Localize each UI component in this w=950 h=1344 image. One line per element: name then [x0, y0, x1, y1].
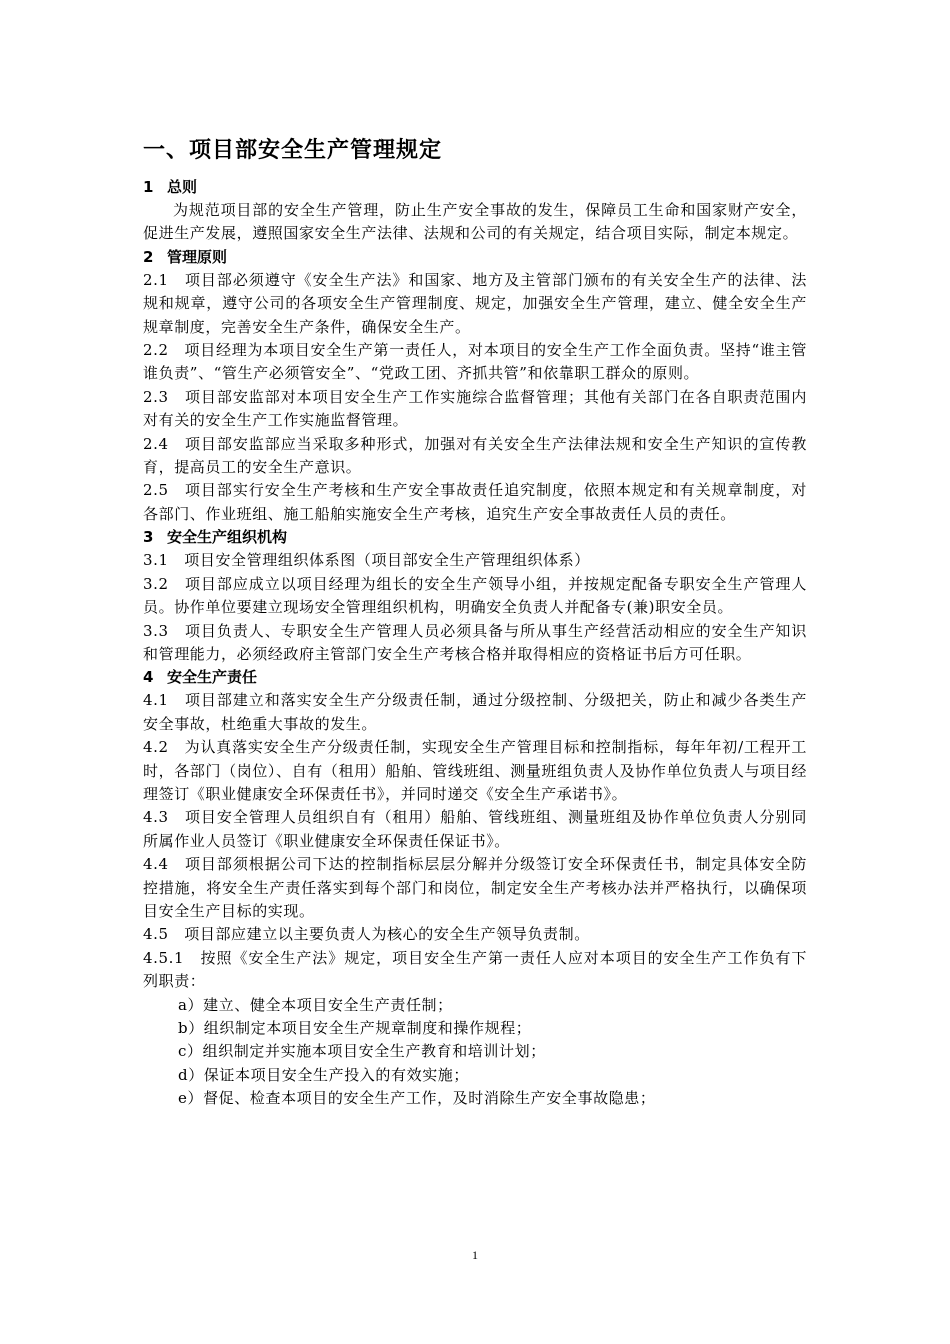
- list-item: b）组织制定本项目安全生产规章制度和操作规程；: [178, 1019, 532, 1037]
- paragraph: 4.5.1 按照《安全生产法》规定，项目安全生产第一责任人应对本项目的安全生产工作负有下列职责：: [143, 948, 807, 991]
- section-heading-3: [143, 526, 807, 549]
- paragraph: 4.5 项目部应建立以主要负责人为核心的安全生产领导负责制。: [143, 925, 590, 944]
- paragraph: 3.2 项目部应成立以项目经理为组长的安全生产领导小组，并按规定配备专职安全生产管理人员。协作单位要建立现场安全管理组织机构，明确安全负责人并配备专(兼)职安全员。: [143, 574, 807, 617]
- page-number: 1: [472, 1248, 478, 1262]
- section-title: 安全生产组织机构: [167, 528, 288, 547]
- document-body: [143, 136, 807, 1111]
- list-item: d）保证本项目安全生产投入的有效实施；: [178, 1065, 470, 1084]
- paragraph: 2.4 项目部安监部应当采取多种形式，加强对有关安全生产法律法规和安全生产知识的宣传教育，提高员工的安全生产意识。: [143, 434, 807, 477]
- paragraph: 2.2 项目经理为本项目安全生产第一责任人，对本项目的安全生产工作全面负责。坚持“谁主管谁负责”、“管生产必须管安全”、“党政工团、齐抓共管”和依靠职工群众的原则。: [143, 341, 807, 383]
- paragraph: 为规范项目部的安全生产管理，防止生产安全事故的发生，保障员工生命和国家财产安全，促进生产发展，遵照国家安全生产法律、法规和公司的有关规定，结合项目实际，制定本规定。: [143, 201, 807, 243]
- paragraph: 4.4 项目部须根据公司下达的控制指标层层分解并分级签订安全环保责任书，制定具体安全防控措施，将安全生产责任落实到每个部门和岗位，制定安全生产考核办法并严格执行，以确保项目安全生产目标的实现。: [143, 855, 807, 920]
- paragraph: 2.5 项目部实行安全生产考核和生产安全事故责任追究制度，依照本规定和有关规章制度，对各部门、作业班组、施工船舶实施安全生产考核，追究生产安全事故责任人员的责任。: [143, 481, 807, 523]
- section-heading-4: [143, 666, 807, 689]
- section-title: 总则: [167, 178, 198, 196]
- paragraph: 4.1 项目部建立和落实安全生产分级责任制，通过分级控制、分级把关，防止和减少各类生产安全事故，杜绝重大事故的发生。: [143, 691, 807, 733]
- section-heading-2: [143, 246, 807, 269]
- section-number: 3: [143, 528, 154, 547]
- paragraph: 3.1 项目安全管理组织体系图（项目部安全生产管理组织体系）: [143, 551, 590, 570]
- section-number: 4: [143, 668, 154, 687]
- list-item: a）建立、健全本项目安全生产责任制；: [178, 995, 453, 1014]
- paragraph: 4.2 为认真落实安全生产分级责任制，实现安全生产管理目标和控制指标，每年年初/工程开工时，各部门（岗位）、自有（租用）船舶、管线班组、测量班组负责人及协作单位负责人与项目经理签订《职业健康安全环保责任书》，并同时递交《安全生产承诺书》。: [143, 738, 807, 803]
- section-heading-1: [143, 176, 807, 199]
- list-item: e）督促、检查本项目的安全生产工作，及时消除生产安全事故隐患；: [178, 1089, 656, 1108]
- section-number: 1: [143, 178, 154, 196]
- paragraph: 2.3 项目部安监部对本项目安全生产工作实施综合监督管理；其他有关部门在各自职责范围内对有关的安全生产工作实施监督管理。: [143, 387, 807, 430]
- page-title: 一、项目部安全生产管理规定: [143, 138, 443, 163]
- section-title: 安全生产责任: [167, 668, 258, 687]
- section-title: 管理原则: [167, 247, 228, 266]
- paragraph: 3.3 项目负责人、专职安全生产管理人员必须具备与所从事生产经营活动相应的安全生产知识和管理能力，必须经政府主管部门安全生产考核合格并取得相应的资格证书后方可任职。: [143, 621, 807, 663]
- section-number: 2: [143, 247, 154, 266]
- list-item: c）组织制定并实施本项目安全生产教育和培训计划；: [178, 1042, 546, 1061]
- paragraph: 4.3 项目安全管理人员组织自有（租用）船舶、管线班组、测量班组及协作单位负责人分别同所属作业人员签订《职业健康安全环保责任保证书》。: [143, 808, 807, 850]
- paragraph: 2.1 项目部必须遵守《安全生产法》和国家、地方及主管部门颁布的有关安全生产的法律、法规和规章，遵守公司的各项安全生产管理制度、规定，加强安全生产管理，建立、健全安全生产规章制度，完善安全生产条件，确保安全生产。: [143, 270, 807, 336]
